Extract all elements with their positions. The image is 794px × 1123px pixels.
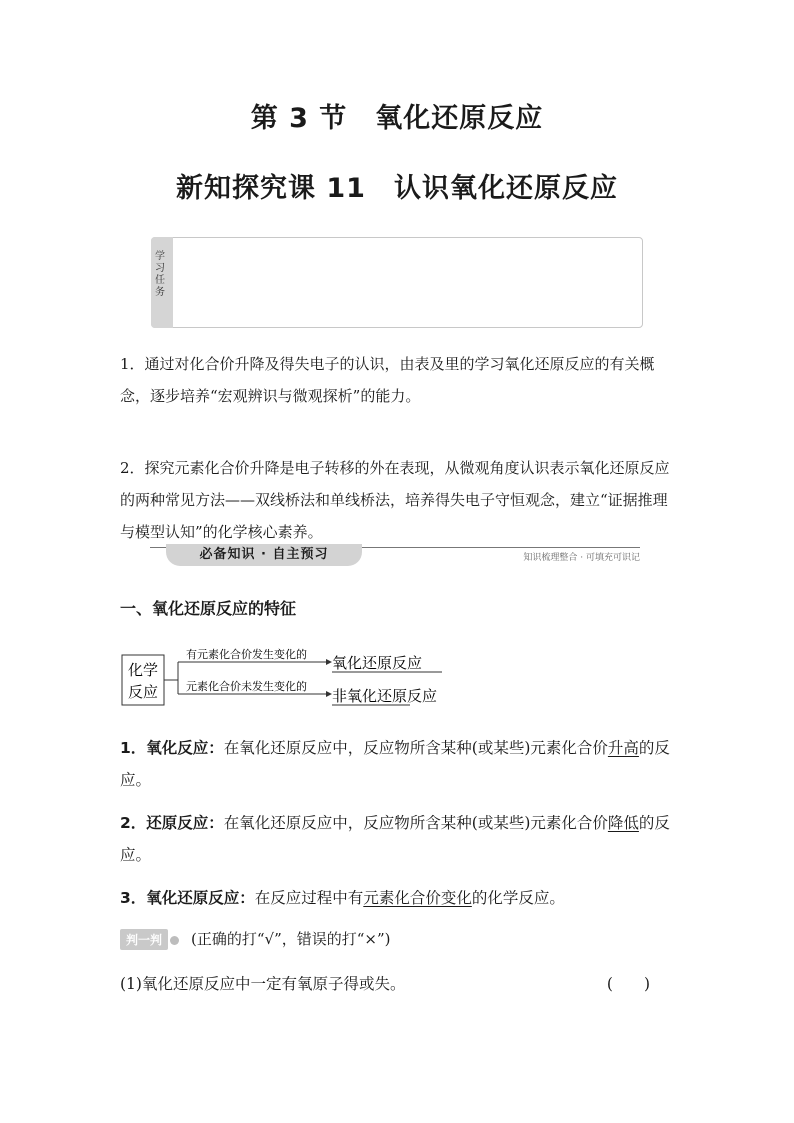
- definition-label: 3．氧化还原反应：: [120, 889, 255, 907]
- definition-redox: [120, 882, 680, 914]
- judge-header: [120, 928, 391, 950]
- answer-parentheses[interactable]: ( ): [606, 975, 650, 993]
- definition-reduction: [120, 807, 680, 871]
- definition-tail: 的化学反应。: [471, 889, 565, 907]
- definition-tail: 的反应。: [120, 739, 670, 789]
- learning-task-box: [151, 237, 643, 328]
- answer-blank: 降低: [607, 814, 639, 832]
- reaction-box-line1: 化学: [127, 661, 159, 679]
- lesson-title: 新知探究课 11 认识氧化还原反应: [176, 173, 618, 204]
- branch1-condition: 有元素化合价发生变化的: [186, 648, 307, 661]
- definition-text: 在氧化还原反应中，反应物所含某种(或某些)元素化合价: [223, 739, 608, 757]
- definition-label: 1．氧化反应：: [120, 739, 224, 757]
- judge-dot-icon: [170, 936, 179, 945]
- learning-task-tab: [151, 237, 173, 328]
- learning-task-label: 学习任务: [155, 251, 165, 298]
- objective-2: 2．探究元素化合价升降是电子转移的外在表现，从微观角度认识表示氧化还原反应的两种常见方法——双线桥法和单线桥法，培养得失电子守恒观念，建立“证据推理与模型认知”的化学核心素养。: [120, 459, 670, 541]
- section-note: 知识梳理整合 · 可填充可识记: [523, 553, 640, 563]
- definition-text: 在氧化还原反应中，反应物所含某种(或某些)元素化合价: [223, 814, 608, 832]
- branch2-condition: 元素化合价未发生变化的: [186, 680, 307, 693]
- classification-diagram: [120, 648, 460, 712]
- section-label: 必备知识 · 自主预习: [166, 544, 362, 566]
- branch2-result: 非氧化还原反应: [332, 687, 438, 705]
- heading-features: 一、氧化还原反应的特征: [120, 599, 297, 618]
- definition-tail: 的反应。: [120, 814, 670, 864]
- branch1-result: 氧化还原反应: [332, 654, 423, 672]
- definition-label: 2．还原反应：: [120, 814, 224, 832]
- answer-blank: 升高: [607, 739, 639, 757]
- definition-text: 在反应过程中有: [254, 889, 364, 907]
- objective-1: 1．通过对化合价升降及得失电子的认识，由表及里的学习氧化还原反应的有关概念，逐步培养“宏观辨识与微观探析”的能力。: [120, 355, 655, 405]
- judge-instruction: (正确的打“√”，错误的打“×”): [191, 930, 391, 948]
- chapter-title: 第 3 节 氧化还原反应: [250, 103, 544, 134]
- question-text: (1)氧化还原反应中一定有氧原子得或失。: [120, 975, 406, 993]
- definition-oxidation: [120, 732, 680, 796]
- judge-question-1: [120, 972, 660, 994]
- section-bar: [150, 541, 640, 565]
- answer-blank: 元素化合价变化: [363, 889, 472, 907]
- judge-tag: 判一判: [120, 929, 168, 950]
- reaction-box-line2: 反应: [127, 683, 159, 701]
